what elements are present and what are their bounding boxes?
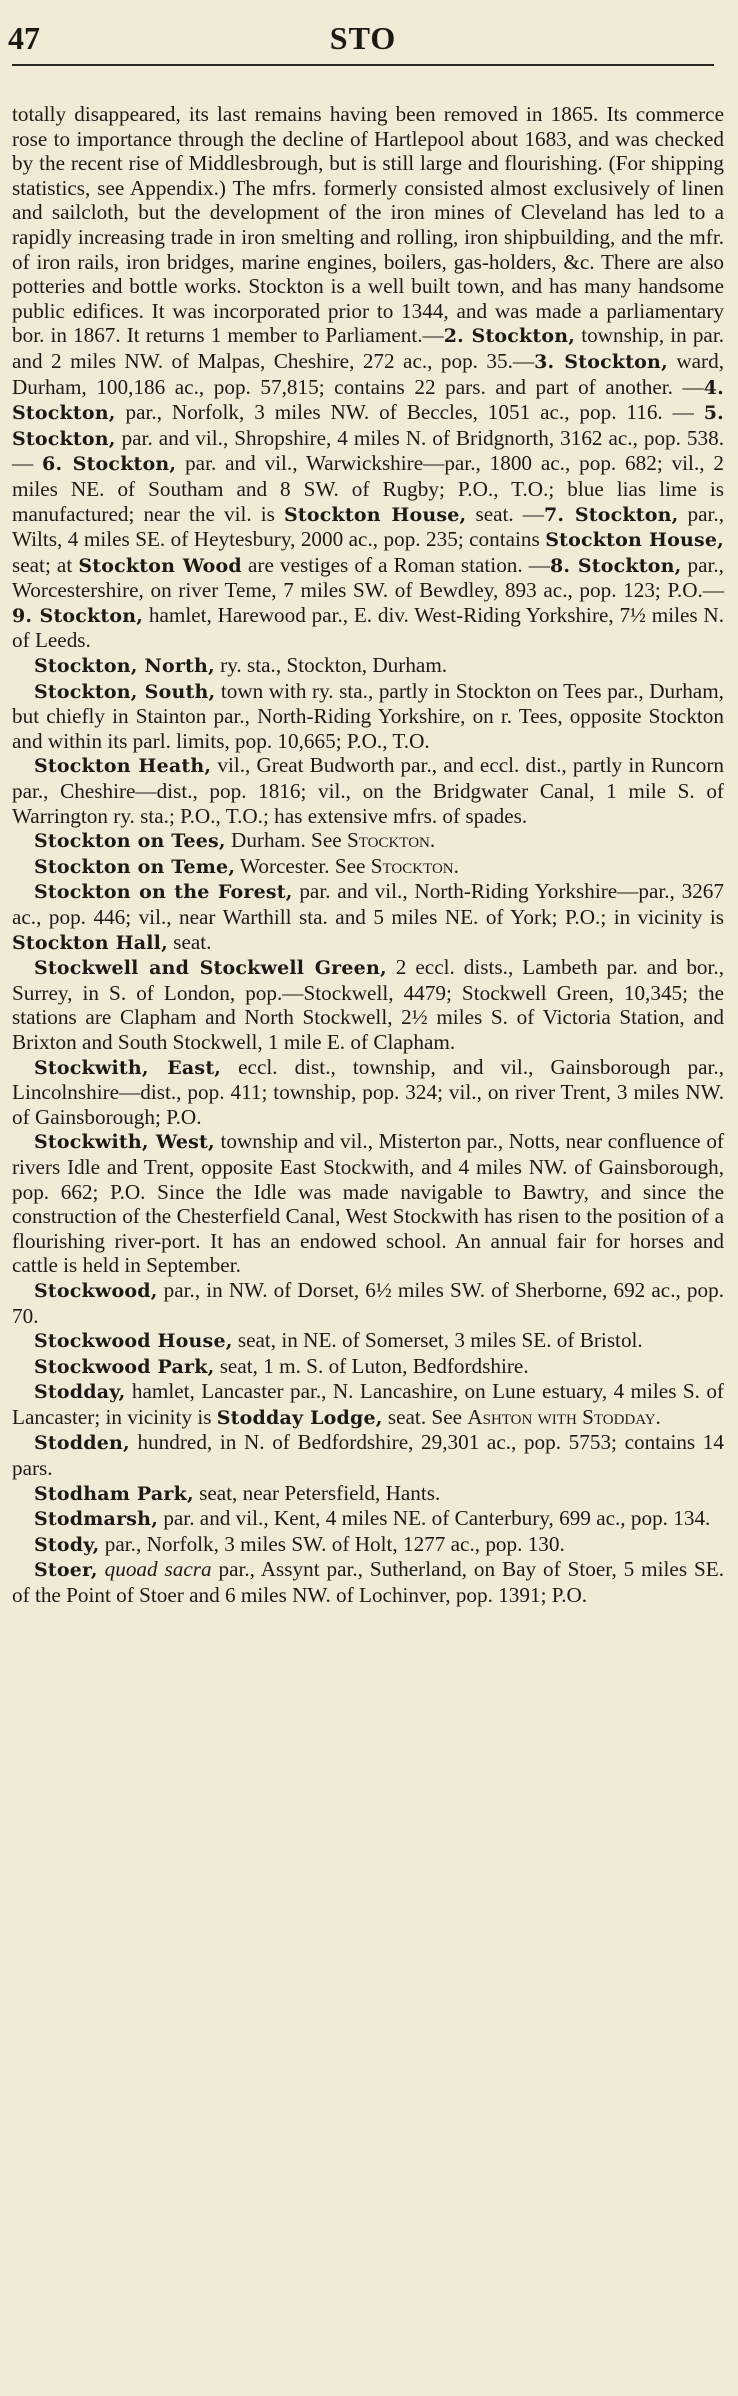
gazetteer-entry bbox=[12, 1055, 724, 1130]
entry-text: par. and vil., Kent, 4 miles NE. of Canterbury, 699 ac., pop. 134. bbox=[158, 1506, 711, 1531]
headword: Stockton, North, bbox=[34, 655, 215, 678]
headword: Stodday, bbox=[34, 1381, 126, 1404]
italic-text: quoad sacra bbox=[104, 1557, 212, 1582]
entry-text: ward, Durham, 100,186 ac., pop. 57,815; contains 22 pars. and part of another. — bbox=[12, 348, 724, 399]
entries-column bbox=[12, 66, 724, 1608]
gazetteer-entry bbox=[12, 1278, 724, 1328]
headword: Stoer, bbox=[34, 1559, 98, 1582]
entry-text: par., in NW. of Dorset, 6½ miles SW. of Sherborne, 692 ac., pop. 70. bbox=[12, 1277, 724, 1328]
headword: Stockwood House, bbox=[34, 1330, 233, 1353]
entry-text: par. and vil., Shropshire, 4 miles N. of Bridgnorth, 3162 ac., pop. 538. — bbox=[12, 425, 724, 476]
entry-text: township, in par. and 2 miles NW. of Malpas, Cheshire, 272 ac., pop. 35.— bbox=[12, 323, 724, 373]
entry-text: Since the Idle was made navigable to Bawtry, and since the construction of the Chesterfield Canal, West Stockwith has risen to the position of a flourishing river-port. It has an endowed school. An annual fair for horses and cattle is held in September. bbox=[12, 1179, 724, 1278]
gazetteer-entry bbox=[12, 679, 724, 754]
entry-text: par., Wilts, 4 miles SE. of Heytesbury, 2000 ac., pop. 235; contains bbox=[12, 501, 724, 552]
headword: Stodden, bbox=[34, 1432, 130, 1455]
small-caps-text: P.O. bbox=[110, 1179, 146, 1204]
entry-text: ; in vicinity is bbox=[600, 905, 725, 929]
entry-text: seat. bbox=[167, 929, 212, 954]
entry-text bbox=[98, 1557, 105, 1581]
entry-text: ; has extensive mfrs. of spades. bbox=[262, 803, 528, 828]
entry-text: town with ry. sta., partly in Stockton on Tees par., Durham, but chiefly in Stainton par., North-Riding Yorkshire, on r. Tees, opposite Stockton and within its parl. limits, pop. 10,665; bbox=[12, 678, 724, 753]
headword: Stockton House, bbox=[283, 503, 467, 526]
small-caps-text: P.O. bbox=[551, 1583, 588, 1608]
headword: Stockwood, bbox=[34, 1279, 158, 1302]
entry-text: Worcester. See bbox=[235, 853, 371, 878]
page-header bbox=[8, 0, 714, 66]
entry-text: seat. — bbox=[466, 501, 544, 526]
headword: Stodday Lodge, bbox=[216, 1406, 383, 1429]
gazetteer-entry bbox=[12, 1481, 724, 1507]
gazetteer-entry bbox=[12, 828, 724, 854]
entry-text: ; blue lias lime is manufactured; near the vil. is bbox=[12, 476, 724, 526]
headword: 2. Stockton, bbox=[443, 325, 576, 348]
entry-text: 2 eccl. dists., Lambeth par. and bor., Surrey, in S. of London, pop.—Stockwell, 4479; Stockwell Green, 10,345; the stations are Clapham and North Stockwell, 2½ miles S. of Victoria Station, and Brixton and South Stockwell, 1 mile E. of Clapham. bbox=[12, 955, 725, 1054]
headword: Stockwell and Stockwell Green, bbox=[34, 957, 387, 980]
gazetteer-entry bbox=[12, 1532, 724, 1558]
small-caps-text: P.O., T.O. bbox=[457, 476, 549, 501]
entry-text: eccl. dist., township, and vil., Gainsborough par., Lincolnshire—dist., pop. 411; township, pop. 324; vil., on river Trent, 3 miles NW. of Gainsborough; bbox=[12, 1054, 725, 1129]
small-caps-text: P.O. bbox=[667, 578, 703, 603]
gazetteer-entry bbox=[12, 854, 724, 880]
headword: Stockwith, East, bbox=[34, 1056, 222, 1079]
headword: Stockton on the Forest, bbox=[34, 881, 293, 904]
small-caps-text: P.O. bbox=[166, 1104, 202, 1129]
headword: Stodham Park, bbox=[34, 1482, 194, 1505]
gazetteer-entry bbox=[12, 1430, 724, 1480]
entry-text: totally disappeared, its last remains having been removed in 1865. Its commerce rose to importance through the decline of Hartlepool about 1683, and was checked by the recent rise of Middlesbrough, but is still large and flourishing. (For shipping statistics, see Appendix.) The mfrs. formerly consisted almost exclusively of linen and sailcloth, but the development of the iron mines of Cleveland has led to a rapidly increasing trade in iron smelting and rolling, iron shipbuilding, and the mfr. of iron rails, iron bridges, marine engines, boilers, gas-holders, &c. There are also potteries and bottle works. Stockton is a well built town, and has many handsome public edifices. It was incorporated prior to 1344, and was made a parliamentary bor. in 1867. It returns 1 member to Parliament.— bbox=[12, 102, 724, 348]
gazetteer-entry bbox=[12, 653, 724, 679]
entry-text: par. and vil., North-Riding Yorkshire—par., 3267 ac., pop. 446; vil., near Warthill sta. and 5 miles NE. of York; bbox=[12, 879, 724, 929]
entry-text: Durham. See bbox=[225, 828, 347, 853]
gazetteer-entry bbox=[12, 1129, 724, 1278]
headword: Stodmarsh, bbox=[34, 1508, 159, 1531]
entry-text: seat, 1 m. S. of Luton, Bedfordshire. bbox=[214, 1353, 529, 1378]
headword: Stockton Wood bbox=[78, 554, 242, 577]
headword: 5. Stockton, bbox=[12, 402, 724, 450]
entry-text: par., Norfolk, 3 miles NW. of Beccles, 1051 ac., pop. 116. — bbox=[115, 400, 704, 425]
page-number: 47 bbox=[8, 20, 40, 56]
headword: 6. Stockton, bbox=[42, 453, 177, 476]
headword: Stody, bbox=[34, 1533, 100, 1556]
gazetteer-entry bbox=[12, 1506, 724, 1532]
gazetteer-entry bbox=[12, 879, 724, 955]
headword: Stockton Hall, bbox=[12, 931, 168, 954]
entry-text: seat, in NE. of Somerset, 3 miles SE. of Bristol. bbox=[232, 1328, 643, 1353]
gazetteer-entry bbox=[12, 1328, 724, 1354]
headword: Stockton Heath, bbox=[34, 755, 212, 778]
gazetteer-entry bbox=[12, 955, 724, 1054]
gazetteer-entry bbox=[12, 1557, 724, 1607]
running-head: STO bbox=[329, 20, 397, 56]
headword: 3. Stockton, bbox=[534, 350, 668, 373]
entry-text: par., Worcestershire, on river Teme, 7 miles SW. of Bewdley, 893 ac., pop. 123; bbox=[12, 552, 724, 603]
entry-text: hundred, in N. of Bedfordshire, 29,301 ac., pop. 5753; contains 14 pars. bbox=[12, 1430, 724, 1481]
small-caps-text: Ashton with Stodday. bbox=[467, 1404, 661, 1429]
entry-text: seat. See bbox=[382, 1404, 468, 1429]
entry-text: hamlet, Lancaster par., N. Lancashire, on Lune estuary, 4 miles S. of Lancaster; in vicinity is bbox=[12, 1379, 724, 1429]
headword: Stockton on Teme, bbox=[34, 855, 236, 878]
small-caps-text: Stockton. bbox=[346, 828, 436, 853]
small-caps-text: Stockton. bbox=[370, 853, 459, 878]
entry-text: vil., Great Budworth par., and eccl. dist., partly in Runcorn par., Cheshire—dist., pop. 1816; vil., on the Bridgwater Canal, 1 mile S. of Warrington ry. sta.; bbox=[12, 753, 724, 828]
headword: 8. Stockton, bbox=[549, 554, 682, 577]
entry-text: par., Norfolk, 3 miles SW. of Holt, 1277 ac., pop. 130. bbox=[99, 1531, 565, 1556]
headword: 7. Stockton, bbox=[543, 503, 679, 526]
gazetteer-entry bbox=[12, 1354, 724, 1380]
entry-text: — bbox=[702, 578, 724, 603]
entry-text: seat; at bbox=[12, 552, 79, 577]
entry-text: hamlet, Harewood par., E. div. West-Riding Yorkshire, 7½ miles N. of Leeds. bbox=[12, 602, 724, 653]
headword: Stockton House, bbox=[545, 529, 724, 552]
entry-text: township and vil., Misterton par., Notts, near confluence of rivers Idle and Trent, opposite East Stockwith, and 4 miles NW. of Gainsborough, pop. 662; bbox=[12, 1129, 724, 1204]
gazetteer-entry bbox=[12, 753, 724, 828]
entry-text: par., Assynt par., Sutherland, on Bay of Stoer, 5 miles SE. of the Point of Stoer and 6 miles NW. of Lochinver, pop. 1391; bbox=[12, 1557, 725, 1608]
entry-text: are vestiges of a Roman station. — bbox=[241, 552, 550, 577]
headword: Stockton, South, bbox=[34, 680, 216, 703]
headword: Stockwith, West, bbox=[34, 1131, 215, 1154]
headword: Stockwood Park, bbox=[34, 1355, 215, 1378]
gazetteer-entry bbox=[12, 1379, 724, 1430]
entry-text: seat, near Petersfield, Hants. bbox=[193, 1480, 441, 1505]
headword: Stockton on Tees, bbox=[34, 830, 226, 853]
gazetteer-entry bbox=[12, 102, 724, 653]
headword: 4. Stockton, bbox=[12, 376, 724, 425]
entry-text: par. and vil., Warwickshire—par., 1800 ac., pop. 682; vil., 2 miles NE. of Southam and 8 SW. of Rugby; bbox=[12, 451, 724, 501]
small-caps-text: P.O., T.O. bbox=[346, 728, 430, 753]
small-caps-text: P.O., T.O. bbox=[180, 803, 263, 828]
headword: 9. Stockton, bbox=[12, 604, 144, 627]
small-caps-text: P.O. bbox=[564, 905, 601, 929]
entry-text: ry. sta., Stockton, Durham. bbox=[214, 653, 448, 678]
